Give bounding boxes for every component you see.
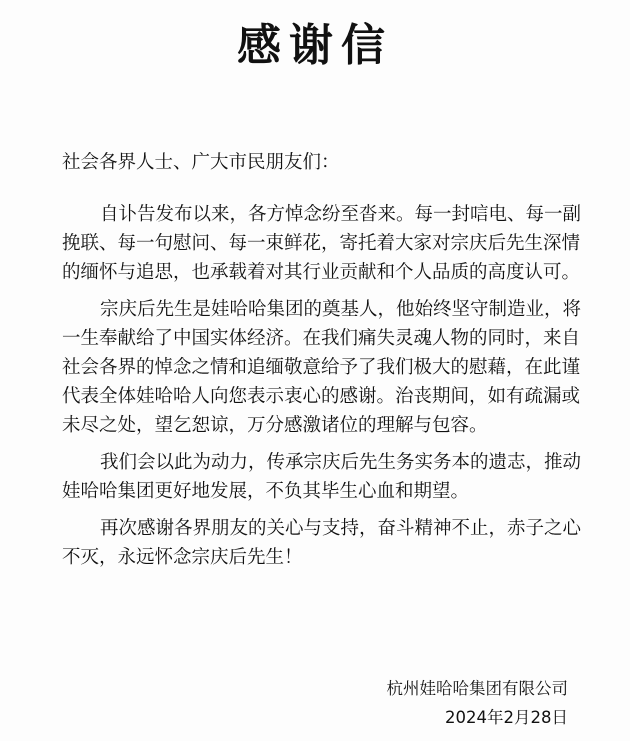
signature-date: 2024年2月28日 [445, 708, 568, 727]
paragraph-line: 社会各界的悼念之情和追缅敬意给予了我们极大的慰藉，在此谨 [62, 357, 581, 378]
paragraph-line: 一生奉献给了中国实体经济。在我们痛失灵魂人物的同时，来自 [62, 328, 581, 349]
paragraph-1 [62, 200, 582, 287]
paragraph-line: 娃哈哈集团更好地发展，不负其毕生心血和期望。 [62, 481, 470, 502]
letter-title: 感谢信 [237, 20, 393, 71]
paragraph-line: 代表全体娃哈哈人向您表示衷心的感谢。治丧期间，如有疏漏或 [62, 386, 581, 407]
paragraph-4 [62, 514, 582, 572]
paragraph-2 [62, 295, 582, 440]
signature-company: 杭州娃哈哈集团有限公司 [386, 679, 568, 698]
salutation: 社会各界人士、广大市民朋友们： [62, 152, 340, 173]
paragraph-3 [62, 448, 582, 506]
paragraph-line: 未尽之处，望乞恕谅，万分感激诸位的理解与包容。 [62, 415, 488, 436]
paragraph-line: 自讣告发布以来，各方悼念纷至沓来。每一封唁电、每一副 [100, 204, 582, 225]
paragraph-line: 挽联、每一句慰问、每一束鲜花，寄托着大家对宗庆后先生深情 [62, 233, 581, 254]
paragraph-line: 不灭，永远怀念宗庆后先生！ [62, 547, 303, 568]
paragraph-line: 我们会以此为动力，传承宗庆后先生务实务本的遗志，推动 [100, 452, 582, 473]
letter-body [62, 200, 582, 580]
paragraph-line: 宗庆后先生是娃哈哈集团的奠基人，他始终坚守制造业，将 [100, 299, 582, 320]
paragraph-line: 再次感谢各界朋友的关心与支持，奋斗精神不止，赤子之心 [100, 518, 582, 539]
paragraph-line: 的缅怀与追思，也承载着对其行业贡献和个人品质的高度认可。 [62, 262, 581, 283]
